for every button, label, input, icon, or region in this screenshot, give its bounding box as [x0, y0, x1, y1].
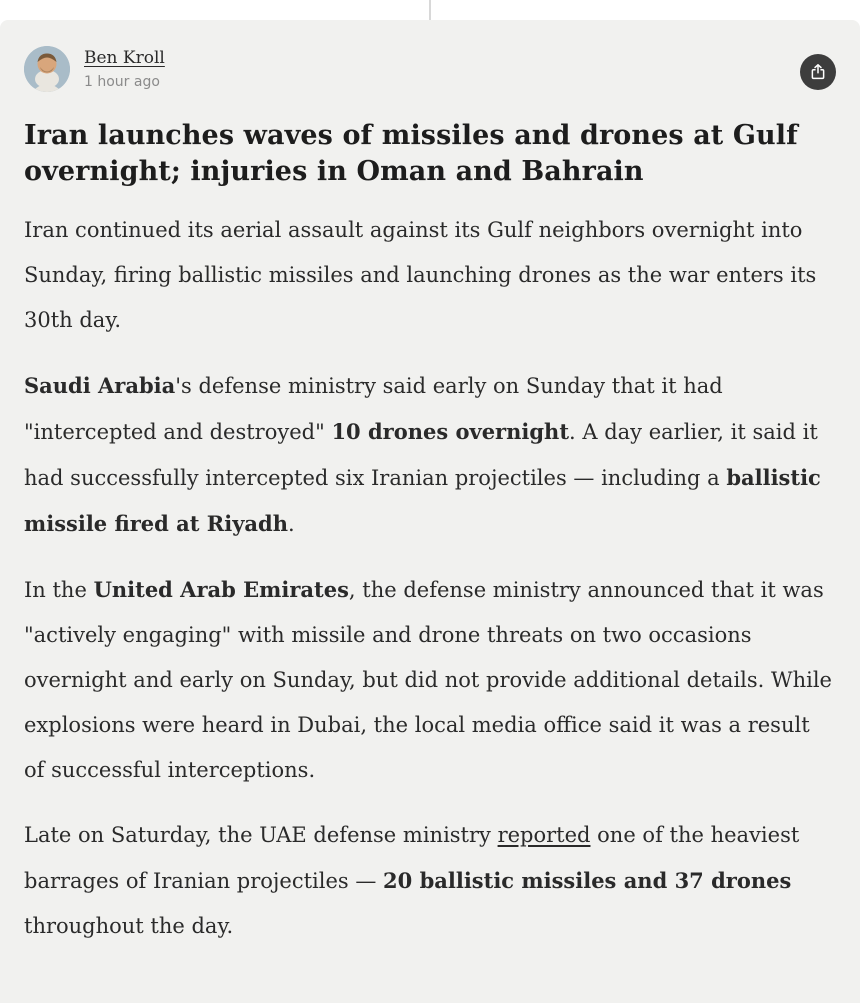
- column-divider: [429, 0, 431, 20]
- text-segment: Late on Saturday, the UAE defense ministry: [24, 823, 498, 847]
- share-icon: [809, 63, 827, 81]
- post-header: [24, 46, 836, 92]
- bold-text: United Arab Emirates: [93, 577, 349, 602]
- bold-text: 10 drones overnight: [331, 419, 570, 444]
- text-segment: In the: [24, 578, 94, 602]
- author-link[interactable]: Ben Kroll: [84, 48, 165, 68]
- post-paragraph: [24, 363, 836, 547]
- text-segment: , the defense ministry announced that it was "actively engaging" with missile and drone threats on two occasions overnight and early on Sunday, but did not provide additional details. While explosions were heard in Dubai, the local media office said it was a result of successful interceptions.: [24, 578, 832, 782]
- bold-text: ballistic missile fired at Riyadh: [24, 465, 821, 536]
- post-paragraph: [24, 813, 836, 949]
- page-top-strip: [0, 0, 860, 20]
- timestamp: 1 hour ago: [84, 74, 160, 90]
- text-segment: throughout the day.: [24, 914, 234, 938]
- liveblog-post-card: [0, 20, 860, 1003]
- bold-text: Saudi Arabia: [24, 373, 176, 398]
- share-button[interactable]: [800, 54, 836, 90]
- text-segment: 's defense ministry said early on Sunday that it had "intercepted and destroyed": [24, 374, 723, 444]
- post-paragraph: [24, 208, 836, 343]
- post-body: [24, 208, 836, 949]
- inline-link[interactable]: reported: [497, 823, 591, 847]
- text-segment: . A day earlier, it said it had successfully intercepted six Iranian projectiles — including a: [24, 420, 818, 490]
- post-headline: Iran launches waves of missiles and drones at Gulf overnight; injuries in Oman and Bahrain: [24, 120, 798, 187]
- author-block: [84, 46, 165, 90]
- bold-text: 20 ballistic missiles and 37 drones: [383, 868, 792, 893]
- avatar: [24, 46, 70, 92]
- text-segment: one of the heaviest barrages of Iranian projectiles —: [24, 823, 800, 893]
- avatar-image: [24, 46, 70, 92]
- text-segment: Iran continued its aerial assault against its Gulf neighbors overnight into Sunday, firing ballistic missiles and launching drones as the war enters its 30th day.: [24, 218, 817, 332]
- post-paragraph: [24, 567, 836, 793]
- text-segment: .: [287, 512, 295, 536]
